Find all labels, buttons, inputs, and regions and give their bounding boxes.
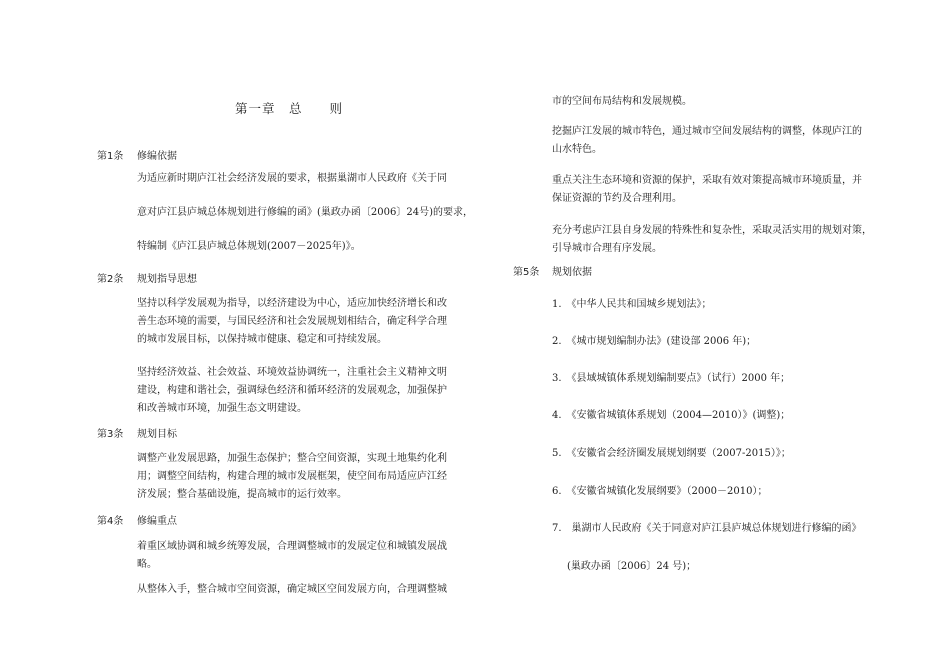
article-1-title: 修编依据	[137, 151, 177, 162]
chapter-title: 第一章 总 则	[235, 101, 344, 116]
article-2-p2-line-1: 坚持经济效益、社会效益、环境效益协调统一，注重社会主义精神文明	[137, 367, 447, 378]
basis-item-6: 6. 《安徽省城镇化发展纲要》（2000－2010）；	[552, 486, 768, 497]
strategy-line-2: 引导城市合理有序发展。	[552, 243, 662, 254]
article-4-p1-line-2: 略。	[137, 559, 157, 570]
article-3-line-2: 用；调整空间结构，构建合理的城市发展框架，使空间布局适应庐江经	[137, 471, 447, 482]
article-4-number: 第4条	[97, 516, 124, 527]
article-4-title: 修编重点	[137, 516, 177, 527]
article-2-p1-line-1: 坚持以科学发展观为指导，以经济建设为中心，适应加快经济增长和改	[137, 298, 447, 309]
article-3-line-1: 调整产业发展思路，加强生态保护；整合空间资源，实现土地集约化利	[137, 453, 447, 464]
article-2-number: 第2条	[97, 274, 124, 285]
article-2-p1-line-2: 善生态环境的需要，与国民经济和社会发展规划相结合，确定科学合理	[137, 316, 447, 327]
article-1-line-3: 特编制《庐江县庐城总体规划(2007－2025年)》。	[137, 241, 361, 252]
basis-item-7-continued: (巢政办函〔2006〕24 号)；	[567, 561, 697, 572]
continued-line-1: 市的空间布局结构和发展规模。	[552, 96, 692, 107]
basis-item-4: 4. 《安徽省城镇体系规划（2004—2010）》(调整)；	[552, 410, 791, 421]
basis-item-2: 2. 《城市规划编制办法》(建设部 2006 年)；	[552, 336, 757, 347]
basis-item-5: 5. 《安徽省会经济圈发展规划纲要（2007-2015）》；	[552, 448, 791, 459]
article-4-p2-line-1: 从整体入手，整合城市空间资源，确定城区空间发展方向，合理调整城	[137, 584, 447, 595]
article-5-number: 第5条	[513, 267, 540, 278]
basis-item-7: 7. 巢湖市人民政府《关于同意对庐江县庐城总体规划进行修编的函》	[552, 523, 862, 534]
feature-line-2: 山水特色。	[552, 144, 602, 155]
article-1-number: 第1条	[97, 151, 124, 162]
article-4-p1-line-1: 着重区域协调和城乡统筹发展，合理调整城市的发展定位和城镇发展战	[137, 541, 447, 552]
basis-item-3: 3. 《县域城镇体系规划编制要点》（试行）2000 年；	[552, 373, 791, 384]
eco-line-2: 保证资源的节约及合理利用。	[552, 193, 682, 204]
article-2-p2-line-3: 和改善城市环境，加强生态文明建设。	[137, 403, 307, 414]
article-3-number: 第3条	[97, 429, 124, 440]
basis-item-1: 1. 《中华人民共和国城乡规划法》；	[552, 299, 712, 310]
article-5-title: 规划依据	[552, 267, 592, 278]
article-3-line-3: 济发展；整合基础设施，提高城市的运行效率。	[137, 489, 347, 500]
article-3-title: 规划目标	[137, 429, 177, 440]
feature-line-1: 挖掘庐江发展的城市特色，通过城市空间发展结构的调整，体现庐江的	[552, 126, 862, 137]
article-1-line-1: 为适应新时期庐江社会经济发展的要求，根据巢湖市人民政府《关于同	[137, 173, 447, 184]
strategy-line-1: 充分考虑庐江县自身发展的特殊性和复杂性，采取灵活实用的规划对策，	[552, 225, 872, 236]
article-2-p2-line-2: 建设，构建和谐社会，强调绿色经济和循环经济的发展观念，加强保护	[137, 385, 447, 396]
article-1-line-2: 意对庐江县庐城总体规划进行修编的函》(巢政办函〔2006〕24号)的要求，	[137, 207, 473, 218]
eco-line-1: 重点关注生态环境和资源的保护，采取有效对策提高城市环境质量，并	[552, 175, 862, 186]
article-2-p1-line-3: 的城市发展目标，以保持城市健康、稳定和可持续发展。	[137, 334, 387, 345]
article-2-title: 规划指导思想	[137, 274, 197, 285]
